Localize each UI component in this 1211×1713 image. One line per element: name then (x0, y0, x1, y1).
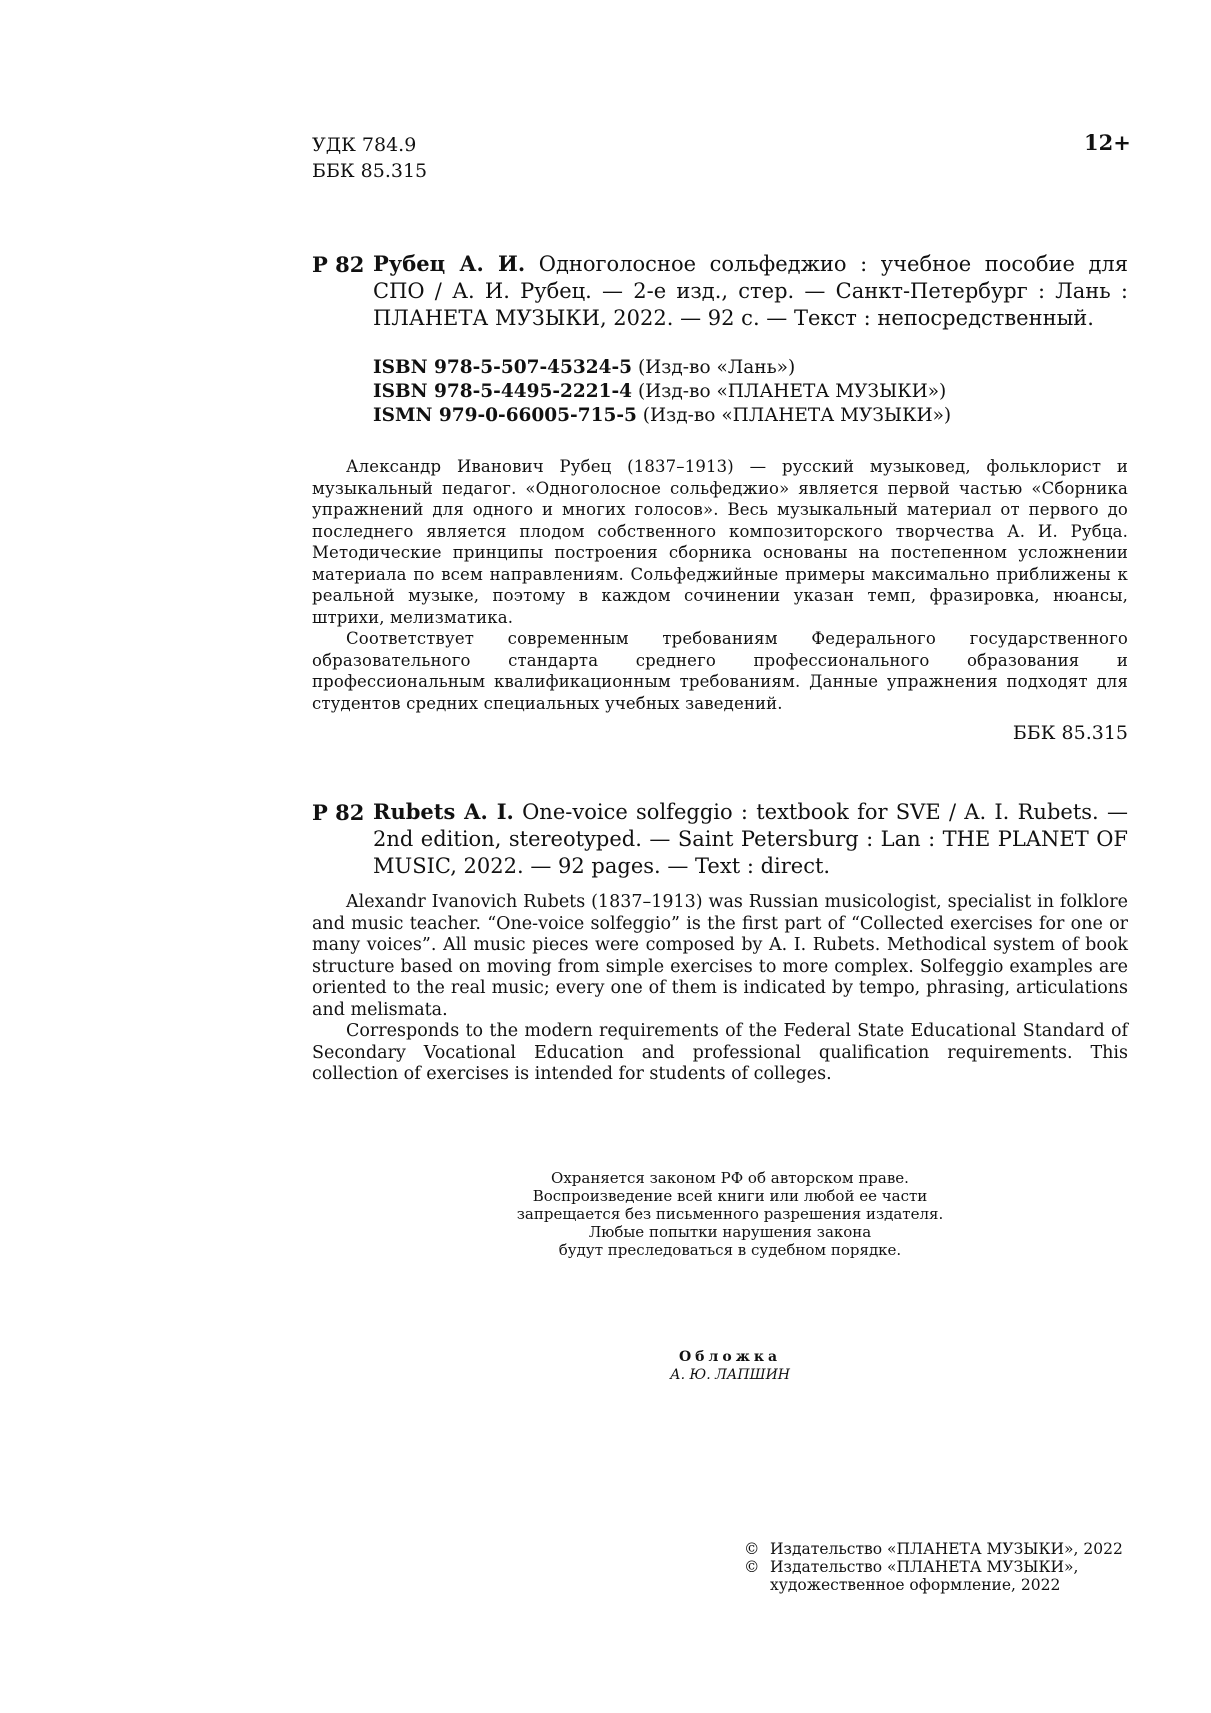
ru-bibliographic-entry (373, 250, 1128, 332)
bbk-bottom: ББК 85.315 (1012, 722, 1128, 744)
en-annotation-paragraph: Corresponds to the modern requirements of the Federal State Educational Standard of Secondary Vocational Education and professional qualification requirements. This collection of exercises is intended for students of colleges. (312, 1021, 1128, 1084)
isbn-line (373, 380, 951, 404)
isbn-line (373, 356, 951, 380)
en-bibliographic-entry (373, 798, 1128, 880)
copyright-symbol: © (744, 1558, 760, 1576)
ismn-line (373, 404, 951, 428)
copyright-notice-line: Воспроизведение всей книги или любой ее части (532, 1187, 928, 1205)
isbn-list (373, 356, 951, 428)
cover-designer: А. Ю. ЛАПШИН (670, 1367, 790, 1383)
copyright-line (744, 1540, 1123, 1558)
en-author-code: Р 82 (312, 800, 365, 825)
copyright-text: художественное оформление, 2022 (770, 1576, 1061, 1594)
copyright-notice-line: будут преследоваться в судебном порядке. (558, 1241, 902, 1259)
bbk-code: ББК 85.315 (312, 160, 428, 182)
copyright-text: Издательство «ПЛАНЕТА МУЗЫКИ», (770, 1558, 1079, 1576)
ismn-publisher: (Изд-во «ПЛАНЕТА МУЗЫКИ») (642, 405, 952, 426)
ru-annotation-paragraph: Соответствует современным требованиям Федерального государственного образовательного стандарта среднего профессионального образования и профессиональным квалификационным требованиям. Данные упражнения подходят для студентов средних специальных учебных заведений. (312, 629, 1128, 713)
ru-author-name: Рубец А. И. (373, 251, 526, 276)
en-author-name: Rubets A. I. (373, 799, 514, 824)
cover-credit (580, 1348, 880, 1384)
cover-title: Обложка (678, 1349, 782, 1365)
copyright-line (744, 1576, 1123, 1594)
en-annotation (312, 892, 1128, 1086)
copyright-notice-line: Охраняется законом РФ об авторском праве. (551, 1169, 909, 1187)
isbn-publisher: (Изд-во «ПЛАНЕТА МУЗЫКИ») (637, 381, 947, 402)
copyright-notice-line: запрещается без письменного разрешения издателя. (516, 1205, 944, 1223)
age-rating: 12+ (1084, 130, 1131, 155)
isbn-publisher: (Изд-во «Лань») (637, 357, 796, 378)
en-entry-text: One-voice solfeggio : textbook for SVE / A. I. Rubets. — 2nd edition, stereotyped. — Saint Petersburg : Lan : THE PLANET OF MUSIC, 2022. — 92 pages. — Text : direct. (373, 800, 1128, 878)
isbn-number: ISBN 978-5-507-45324-5 (373, 357, 633, 378)
classification-header (312, 132, 427, 184)
copyright-block (744, 1540, 1123, 1594)
isbn-number: ISBN 978-5-4495-2221-4 (373, 381, 633, 402)
copyright-line (744, 1558, 1123, 1576)
en-annotation-paragraph: Alexandr Ivanovich Rubets (1837–1913) was Russian musicologist, specialist in folklore and music teacher. “One-voice solfeggio” is the first part of “Collected exercises for one or many voices”. All music pieces were composed by A. I. Rubets. Methodical system of book structure based on moving from simple exercises to more complex. Solfeggio examples are oriented to the real music; every one of them is indicated by tempo, phrasing, articulations and melismata. (312, 892, 1128, 1020)
copyright-notice-line: Любые попытки нарушения закона (588, 1223, 872, 1241)
ru-annotation (312, 456, 1128, 714)
copyright-notice (480, 1169, 980, 1259)
ru-author-code: Р 82 (312, 252, 365, 277)
udk-code: УДК 784.9 (312, 134, 417, 156)
ismn-number: ISMN 979-0-66005-715-5 (373, 405, 637, 426)
copyright-symbol: © (744, 1540, 760, 1558)
copyright-text: Издательство «ПЛАНЕТА МУЗЫКИ», 2022 (770, 1540, 1123, 1558)
ru-annotation-paragraph: Александр Иванович Рубец (1837–1913) — русский музыковед, фольклорист и музыкальный педагог. «Одноголосное сольфеджио» является первой частью «Сборника упражнений для одного и многих голосов». Весь музыкальный материал от первого до последнего является плодом собственного композиторского творчества А. И. Рубца. Методические принципы построения сборника основаны на постепенном усложнении материала по всем направлениям. Сольфеджийные примеры максимально приближены к реальной музыке, поэтому в каждом сочинении указан темп, фразировка, нюансы, штрихи, мелизматика. (312, 457, 1128, 627)
ru-entry-text: Одноголосное сольфеджио : учебное пособие для СПО / А. И. Рубец. — 2-е изд., стер. — Санкт-Петербург : Лань : ПЛАНЕТА МУЗЫКИ, 2022. — 92 с. — Текст : непосредственный. (373, 252, 1128, 330)
